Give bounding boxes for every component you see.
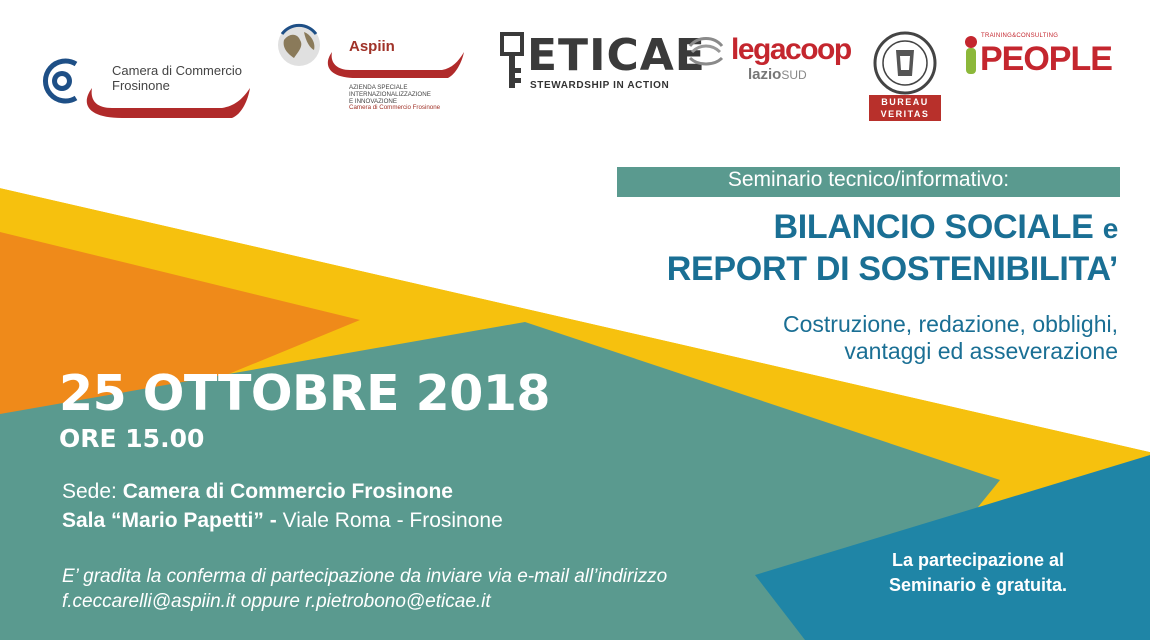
people-logo-top: TRAINING&CONSULTING xyxy=(981,33,1059,39)
bureau-veritas-label-2: VERITAS xyxy=(880,109,930,119)
email-link-aspiin[interactable]: f.ceccarelli@aspiin.it xyxy=(62,591,236,612)
aspiin-globe-icon xyxy=(276,22,322,68)
camera-commercio-swoosh-icon xyxy=(82,84,254,124)
eticae-logo-title: ETICAE xyxy=(527,30,706,81)
email-link-eticae[interactable]: r.pietrobono@eticae.it xyxy=(305,591,491,612)
legacoop-logo-region: lazioSUD xyxy=(748,66,807,83)
legacoop-logo-title: legacoop xyxy=(731,33,851,66)
camera-commercio-emblem-icon xyxy=(38,56,82,106)
eticae-logo-tagline: STEWARDSHIP IN ACTION xyxy=(530,80,670,91)
aspiin-logo-subtitle: AZIENDA SPECIALE INTERNAZIONALIZZAZIONE E INNOVAZIONE Camera di Commercio Frosinone xyxy=(349,84,441,112)
camera-commercio-logo-text: Camera di Commercio Frosinone xyxy=(112,63,243,93)
event-date: 25 OTTOBRE 2018 xyxy=(59,365,551,422)
legacoop-swirl-icon xyxy=(688,36,724,66)
room-line: Sala “Mario Papetti” - Viale Roma - Frosinone xyxy=(62,509,503,532)
confirmation-note: E’ gradita la conferma di partecipazione da inviare via e-mail all’indirizzo xyxy=(62,566,668,587)
contact-emails: f.ceccarelli@aspiin.it oppure r.pietrobono@eticae.it xyxy=(62,591,491,612)
aspiin-logo-title: Aspiin xyxy=(349,38,395,55)
venue-line: Sede: Camera di Commercio Frosinone xyxy=(62,480,453,503)
eticae-key-icon xyxy=(500,32,524,90)
aspiin-swoosh-icon xyxy=(324,50,466,82)
main-title-line-2: REPORT DI SOSTENIBILITA’ xyxy=(666,250,1118,288)
description-line-2: vantaggi ed asseverazione xyxy=(844,338,1118,364)
bureau-veritas-label-1: BUREAU xyxy=(881,97,929,107)
people-logo-mark-icon xyxy=(963,34,981,76)
bureau-veritas-seal-icon xyxy=(872,30,938,96)
seminar-kind: Seminario tecnico/informativo: xyxy=(727,168,1010,191)
free-participation-note: La partecipazione al Seminario è gratuita. xyxy=(888,550,1068,595)
description-line-1: Costruzione, redazione, obblighi, xyxy=(783,311,1118,337)
main-title-line-1: BILANCIO SOCIALE e xyxy=(773,208,1118,246)
people-logo-title: PEOPLE xyxy=(980,40,1112,78)
event-time: ORE 15.00 xyxy=(59,424,205,453)
